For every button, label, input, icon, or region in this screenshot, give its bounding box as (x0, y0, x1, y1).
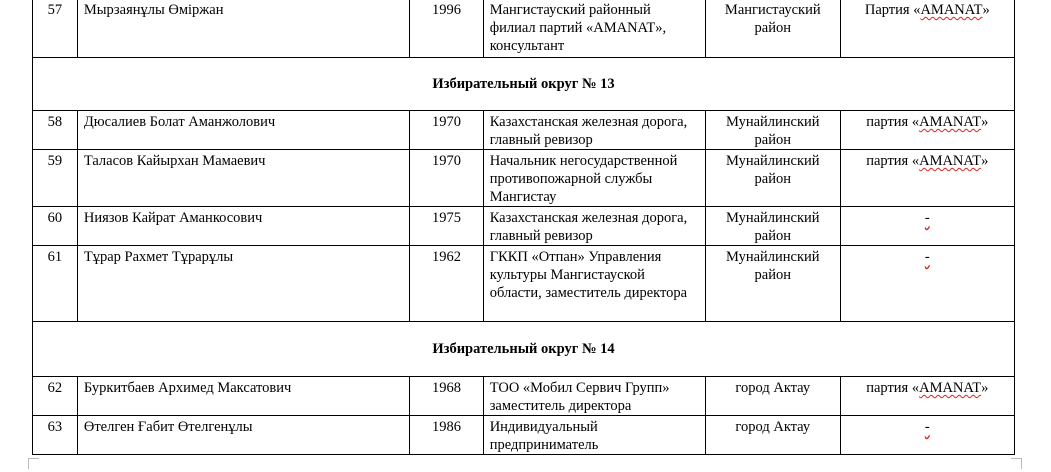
party-prefix: партия « (866, 114, 920, 130)
row-number: 61 (33, 246, 78, 322)
birth-year: 1970 (410, 111, 483, 150)
table-row (33, 0, 1015, 58)
party-cell (840, 377, 1014, 416)
district: город Актау (705, 377, 840, 416)
birth-year: 1962 (410, 246, 483, 322)
candidate-name: Ниязов Кайрат Аманкосович (77, 207, 409, 246)
workplace: Мангистауский районный филиал партий «AMANAT», консультант (483, 0, 705, 58)
row-number: 59 (33, 150, 78, 207)
party-dash: - (924, 249, 930, 265)
candidates-table-body (33, 0, 1015, 455)
party-cell (840, 246, 1014, 322)
candidate-name: Мырзаянұлы Өміржан (77, 0, 409, 58)
table-row (33, 377, 1015, 416)
workplace: Индивидуальный предприниматель (483, 416, 705, 455)
birth-year: 1996 (410, 0, 483, 58)
party-cell (840, 0, 1014, 58)
page-corner-mark-left (28, 458, 39, 469)
party-suffix: » (981, 153, 989, 169)
party-word: AMANAT (919, 380, 982, 396)
row-number: 63 (33, 416, 78, 455)
party-dash: - (924, 419, 930, 435)
district: Мунайлинский район (705, 246, 840, 322)
row-number: 62 (33, 377, 78, 416)
district: город Актау (705, 416, 840, 455)
row-number: 58 (33, 111, 78, 150)
workplace: Начальник негосударственной противопожарной службы Мангистау (483, 150, 705, 207)
party-suffix: » (981, 380, 989, 396)
workplace: ТОО «Мобил Сервич Групп» заместитель директора (483, 377, 705, 416)
section-title: Избирательный округ № 13 (33, 58, 1015, 111)
party-word: AMANAT (920, 2, 983, 18)
workplace: ГККП «Отпан» Управления культуры Мангистауской области, заместитель директора (483, 246, 705, 322)
workplace: Казахстанская железная дорога, главный ревизор (483, 207, 705, 246)
party-suffix: » (981, 114, 989, 130)
party-cell (840, 111, 1014, 150)
party-dash: - (924, 210, 930, 226)
party-cell (840, 207, 1014, 246)
party-cell (840, 416, 1014, 455)
candidate-name: Өтелген Ғабит Өтелгенұлы (77, 416, 409, 455)
section-row (33, 58, 1015, 111)
party-word: AMANAT (919, 114, 982, 130)
candidates-table (32, 0, 1015, 455)
party-prefix: партия « (866, 153, 920, 169)
section-row (33, 322, 1015, 377)
birth-year: 1975 (410, 207, 483, 246)
workplace: Казахстанская железная дорога, главный ревизор (483, 111, 705, 150)
district: Мангистауский район (705, 0, 840, 58)
party-suffix: » (982, 2, 990, 18)
candidate-name: Дюсалиев Болат Аманжолович (77, 111, 409, 150)
row-number: 57 (33, 0, 78, 58)
table-row (33, 416, 1015, 455)
birth-year: 1968 (410, 377, 483, 416)
district: Мунайлинский район (705, 150, 840, 207)
party-prefix: партия « (866, 380, 920, 396)
party-word: AMANAT (919, 153, 982, 169)
party-cell (840, 150, 1014, 207)
candidate-name: Буркитбаев Архимед Максатович (77, 377, 409, 416)
page-corner-mark-right (1011, 458, 1022, 469)
table-row (33, 150, 1015, 207)
birth-year: 1970 (410, 150, 483, 207)
table-row (33, 207, 1015, 246)
candidate-name: Тұрар Рахмет Тұрарұлы (77, 246, 409, 322)
district: Мунайлинский район (705, 207, 840, 246)
district: Мунайлинский район (705, 111, 840, 150)
birth-year: 1986 (410, 416, 483, 455)
row-number: 60 (33, 207, 78, 246)
table-row (33, 111, 1015, 150)
party-prefix: Партия « (864, 2, 921, 18)
candidate-name: Таласов Кайырхан Мамаевич (77, 150, 409, 207)
table-row (33, 246, 1015, 322)
section-title: Избирательный округ № 14 (33, 322, 1015, 377)
